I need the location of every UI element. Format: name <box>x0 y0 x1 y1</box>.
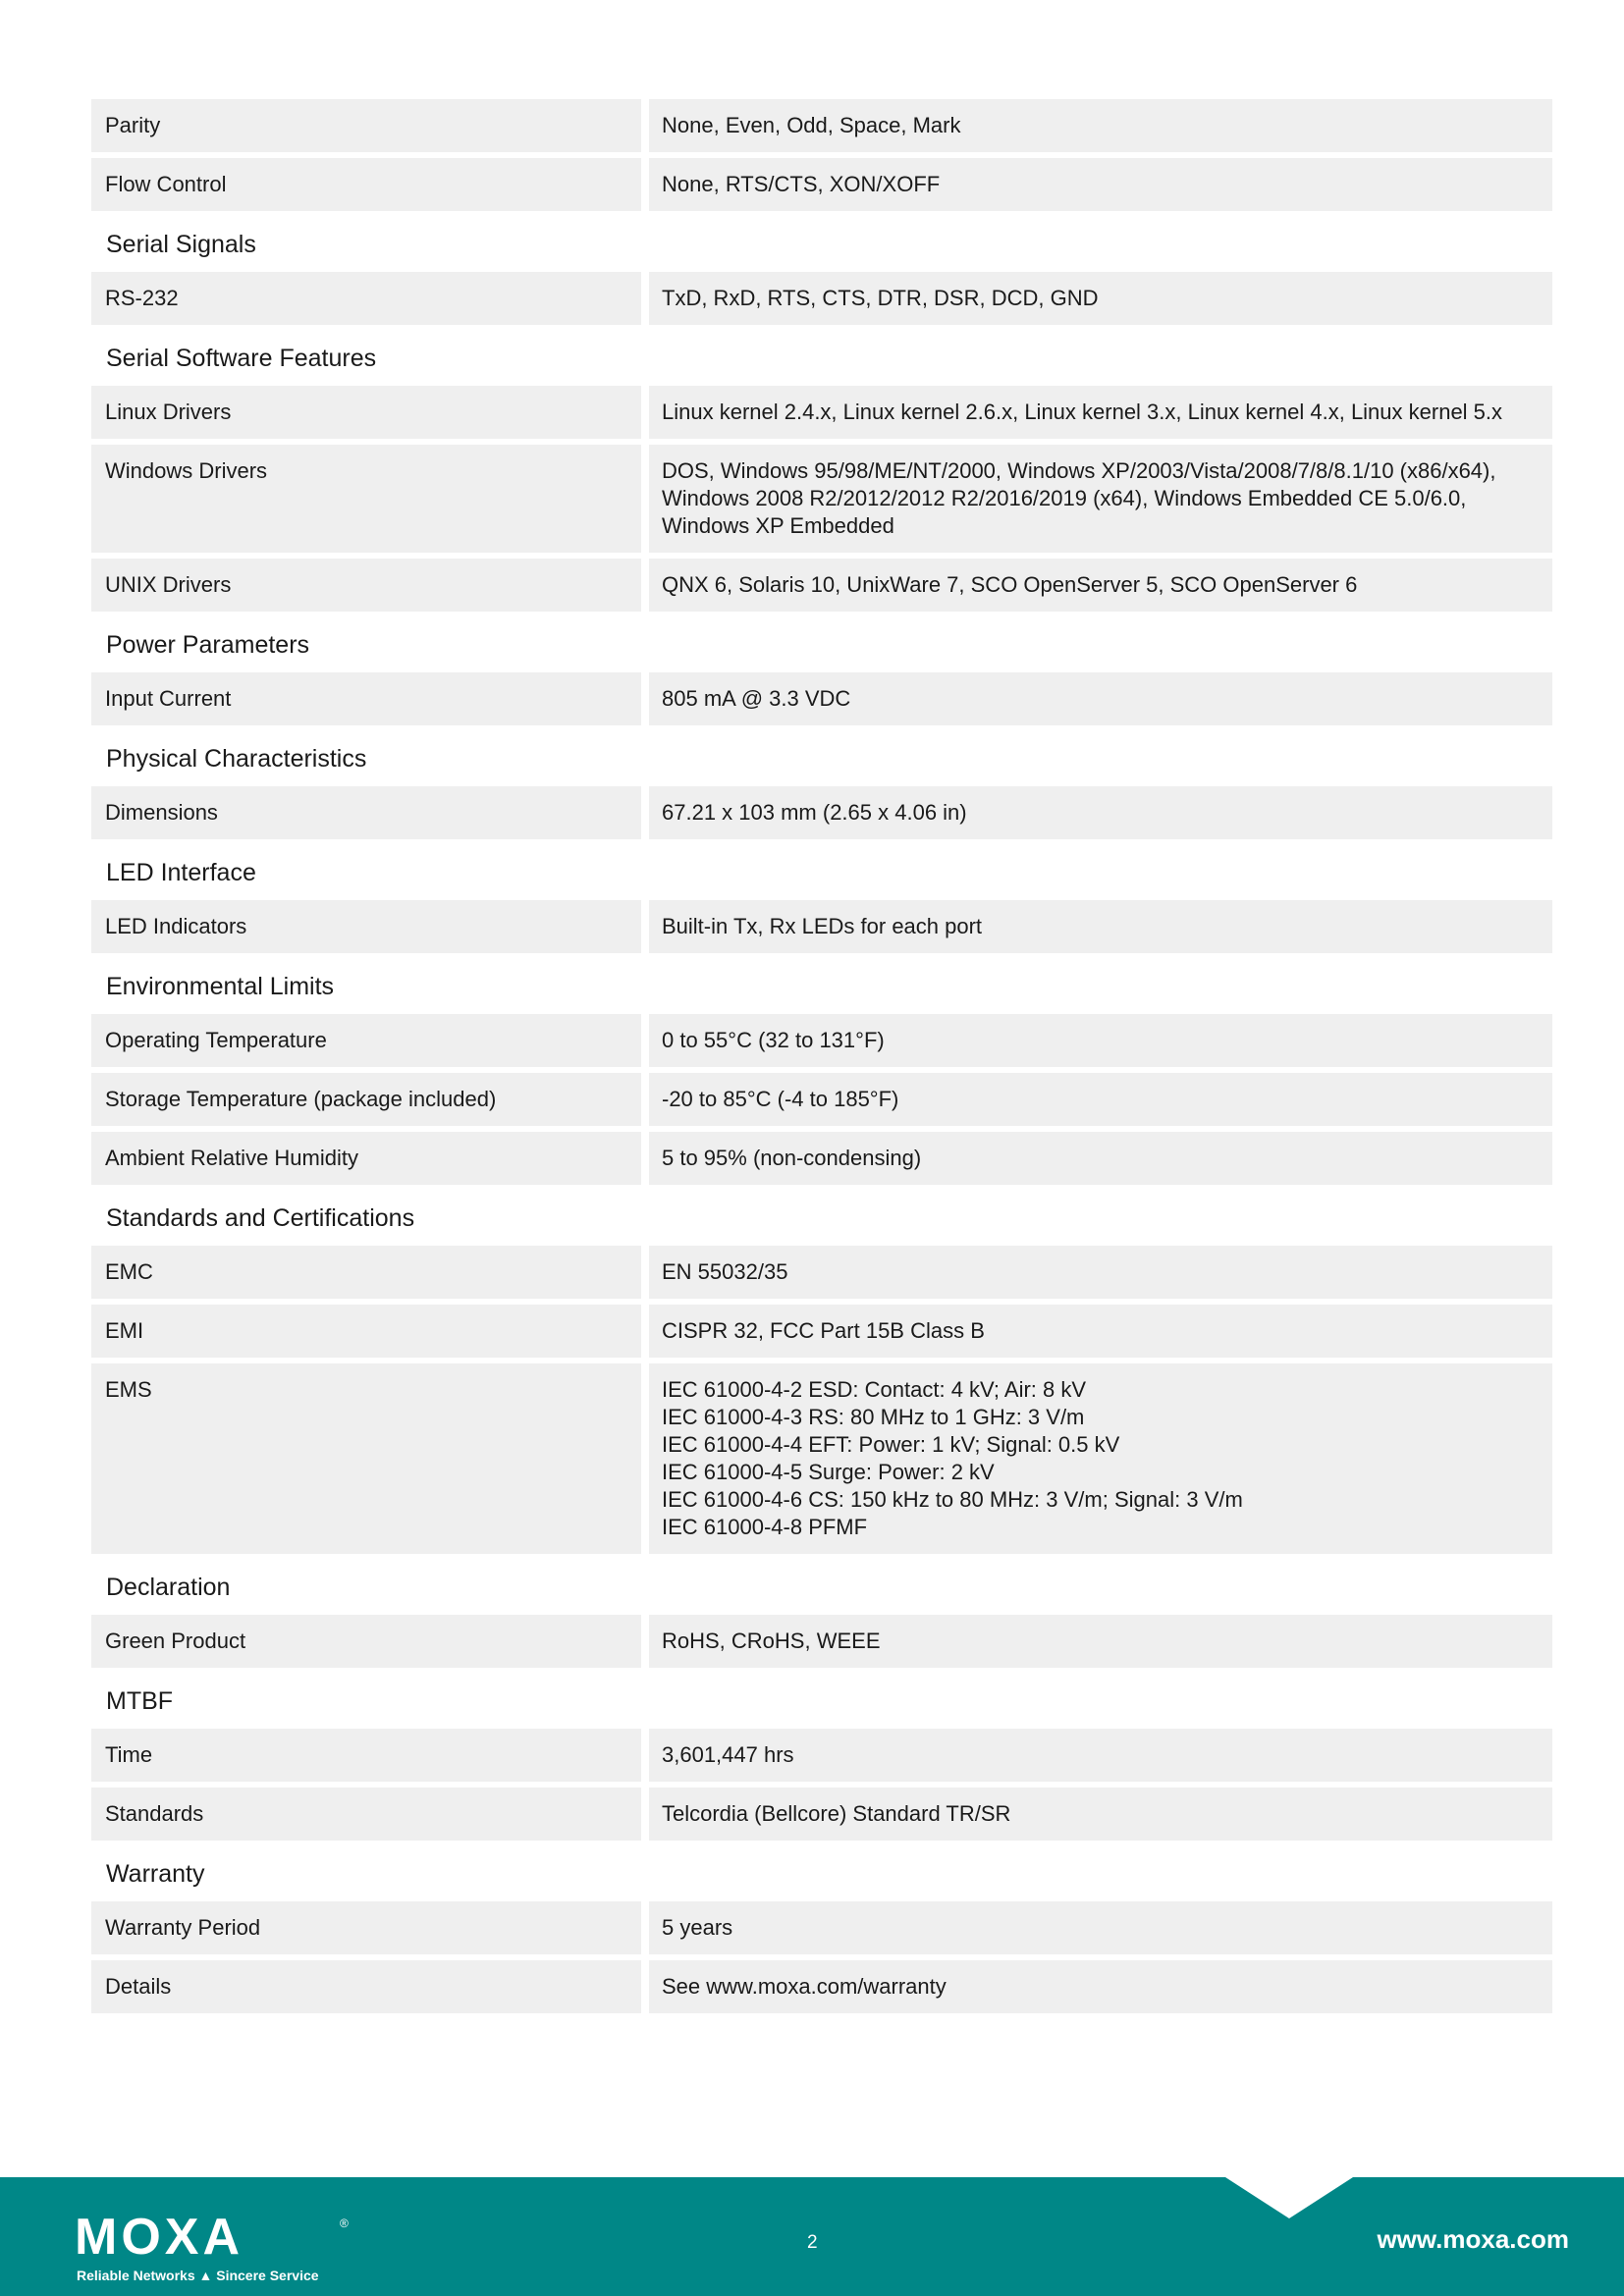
section-heading: Power Parameters <box>106 631 310 659</box>
spec-key: Time <box>91 1729 641 1782</box>
spec-row <box>91 1073 1552 1126</box>
website-url: www.moxa.com <box>1377 2224 1569 2254</box>
spec-value: Telcordia (Bellcore) Standard TR/SR <box>649 1788 1552 1841</box>
section-heading: LED Interface <box>106 859 256 886</box>
spec-key: Green Product <box>91 1615 641 1668</box>
spec-key: RS-232 <box>91 272 641 325</box>
spec-value: -20 to 85°C (-4 to 185°F) <box>649 1073 1552 1126</box>
spec-value: 5 to 95% (non-condensing) <box>649 1132 1552 1185</box>
spec-key: UNIX Drivers <box>91 559 641 612</box>
spec-key: Ambient Relative Humidity <box>91 1132 641 1185</box>
section-heading: Serial Software Features <box>106 345 377 372</box>
section-heading: MTBF <box>106 1687 174 1715</box>
spec-key: Parity <box>91 99 641 152</box>
spec-key: EMI <box>91 1305 641 1358</box>
spec-row <box>91 1132 1552 1185</box>
spec-value: RoHS, CRoHS, WEEE <box>649 1615 1552 1668</box>
spec-key: Linux Drivers <box>91 386 641 439</box>
spec-value: 5 years <box>649 1901 1552 1954</box>
spec-value: QNX 6, Solaris 10, UnixWare 7, SCO OpenServer 5, SCO OpenServer 6 <box>649 559 1552 612</box>
spec-row <box>91 1729 1552 1782</box>
spec-row <box>91 99 1552 152</box>
spec-row <box>91 272 1552 325</box>
spec-row <box>91 1901 1552 1954</box>
spec-key: Windows Drivers <box>91 445 641 553</box>
spec-table <box>91 99 1552 2019</box>
spec-row <box>91 1014 1552 1067</box>
spec-value: Linux kernel 2.4.x, Linux kernel 2.6.x, Linux kernel 3.x, Linux kernel 4.x, Linux kernel 5.x <box>649 386 1552 439</box>
spec-row <box>91 158 1552 211</box>
moxa-logo <box>75 2209 359 2283</box>
section-heading: Standards and Certifications <box>106 1204 415 1232</box>
spec-value: 805 mA @ 3.3 VDC <box>649 672 1552 725</box>
spec-value: See www.moxa.com/warranty <box>649 1960 1552 2013</box>
spec-row <box>91 445 1552 553</box>
section-heading: Serial Signals <box>106 231 256 258</box>
spec-key: Storage Temperature (package included) <box>91 1073 641 1126</box>
spec-value: IEC 61000-4-2 ESD: Contact: 4 kV; Air: 8 kV IEC 61000-4-3 RS: 80 MHz to 1 GHz: 3 V/m IEC 61000-4-4 EFT: Power: 1 kV; Signal: 0.5 kV IEC 61000-4-5 Surge: Power: 2 kV IEC 61000-4-6 CS: 150 kHz to 80 MHz: 3 V/m; Signal: 3 V/m IEC 61000-4-8 PFMF <box>649 1363 1552 1554</box>
footer-notch-shape <box>1225 2177 1353 2218</box>
registered-mark: ® <box>340 2216 349 2230</box>
logo-wordmark: MOXA <box>75 2209 244 2266</box>
spec-value: 67.21 x 103 mm (2.65 x 4.06 in) <box>649 786 1552 839</box>
spec-row <box>91 1960 1552 2013</box>
spec-key: Details <box>91 1960 641 2013</box>
spec-key: EMC <box>91 1246 641 1299</box>
spec-key: Operating Temperature <box>91 1014 641 1067</box>
spec-row <box>91 386 1552 439</box>
spec-key: Flow Control <box>91 158 641 211</box>
spec-key: Dimensions <box>91 786 641 839</box>
spec-value: EN 55032/35 <box>649 1246 1552 1299</box>
page-number: 2 <box>807 2232 818 2253</box>
spec-row <box>91 1615 1552 1668</box>
section-heading: Environmental Limits <box>106 973 335 1000</box>
spec-row <box>91 786 1552 839</box>
logo-tagline: Reliable Networks ▲ Sincere Service <box>77 2268 319 2283</box>
section-heading: Warranty <box>106 1860 205 1888</box>
spec-value: CISPR 32, FCC Part 15B Class B <box>649 1305 1552 1358</box>
page-footer <box>0 2177 1624 2296</box>
spec-value: TxD, RxD, RTS, CTS, DTR, DSR, DCD, GND <box>649 272 1552 325</box>
spec-key: Standards <box>91 1788 641 1841</box>
section-heading: Declaration <box>106 1574 231 1601</box>
spec-value: None, Even, Odd, Space, Mark <box>649 99 1552 152</box>
section-heading: Physical Characteristics <box>106 745 367 773</box>
spec-value: None, RTS/CTS, XON/XOFF <box>649 158 1552 211</box>
spec-row <box>91 1246 1552 1299</box>
spec-row <box>91 1788 1552 1841</box>
spec-key: LED Indicators <box>91 900 641 953</box>
spec-row <box>91 1363 1552 1554</box>
spec-key: EMS <box>91 1363 641 1554</box>
spec-key: Input Current <box>91 672 641 725</box>
spec-key: Warranty Period <box>91 1901 641 1954</box>
spec-value: 0 to 55°C (32 to 131°F) <box>649 1014 1552 1067</box>
spec-row <box>91 559 1552 612</box>
spec-row <box>91 1305 1552 1358</box>
spec-row <box>91 900 1552 953</box>
spec-value: DOS, Windows 95/98/ME/NT/2000, Windows XP/2003/Vista/2008/7/8/8.1/10 (x86/x64), Windows 2008 R2/2012/2012 R2/2016/2019 (x64), Windows Embedded CE 5.0/6.0, Windows XP Embedded <box>649 445 1552 553</box>
spec-row <box>91 672 1552 725</box>
spec-value: 3,601,447 hrs <box>649 1729 1552 1782</box>
spec-value: Built-in Tx, Rx LEDs for each port <box>649 900 1552 953</box>
